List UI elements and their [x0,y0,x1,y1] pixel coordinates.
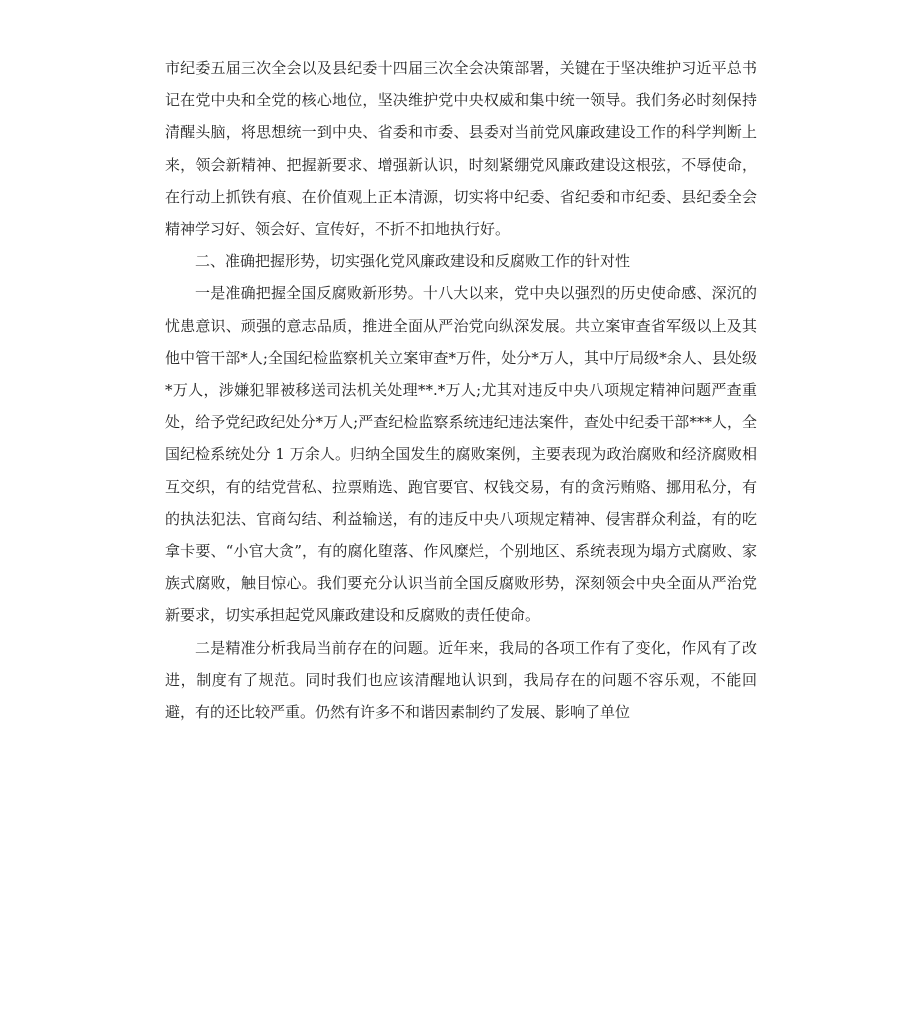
paragraph-national-situation: 一是准确把握全国反腐败新形势。十八大以来，党中央以强烈的历史使命感、深沉的忧患意识、顽强的意志品质，推进全面从严治党向纵深发展。共立案审查省军级以上及其他中管干部*人;全国纪检监察机关立案审查*万件，处分*万人，其中厅局级*余人、县处级*万人，涉嫌犯罪被移送司法机关处理**.*万人;尤其对违反中央八项规定精神问题严查重处，给予党纪政纪处分*万人;严查纪检监察系统违纪违法案件，查处中纪委干部***人，全国纪检系统处分 1 万余人。归纳全国发生的腐败案例，主要表现为政治腐败和经济腐败相互交织，有的结党营私、拉票贿选、跑官要官、权钱交易，有的贪污贿赂、挪用私分，有的执法犯法、官商勾结、利益输送，有的违反中央八项规定精神、侵害群众利益，有的吃拿卡要、“小官大贪”，有的腐化堕落、作风糜烂，个别地区、系统表现为塌方式腐败、家族式腐败，触目惊心。我们要充分认识当前全国反腐败形势，深刻领会中央全面从严治党新要求，切实承担起党风廉政建设和反腐败的责任使命。 [165,284,757,625]
paragraph-continuation: 市纪委五届三次全会以及县纪委十四届三次全会决策部署，关键在于坚决维护习近平总书记在党中央和全党的核心地位，坚决维护党中央权威和集中统一领导。我们务必时刻保持清醒头脑，将思想统一到中央、省委和市委、县委对当前党风廉政建设工作的科学判断上来，领会新精神、把握新要求、增强新认识，时刻紧绷党风廉政建设这根弦，不辱使命，在行动上抓铁有痕、在价值观上正本清源，切实将中纪委、省纪委和市纪委、县纪委全会精神学习好、领会好、宣传好，不折不扣地执行好。 [165,59,757,239]
paragraph-bureau-problems: 二是精准分析我局当前存在的问题。近年来，我局的各项工作有了变化，作风有了改进，制度有了规范。同时我们也应该清醒地认识到，我局存在的问题不容乐观，不能回避，有的还比较严重。仍然有许多不和谐因素制约了发展、影响了单位 [165,638,757,722]
section-heading: 二、准确把握形势，切实强化党风廉政建设和反腐败工作的针对性 [195,252,631,271]
document-page [165,52,757,728]
